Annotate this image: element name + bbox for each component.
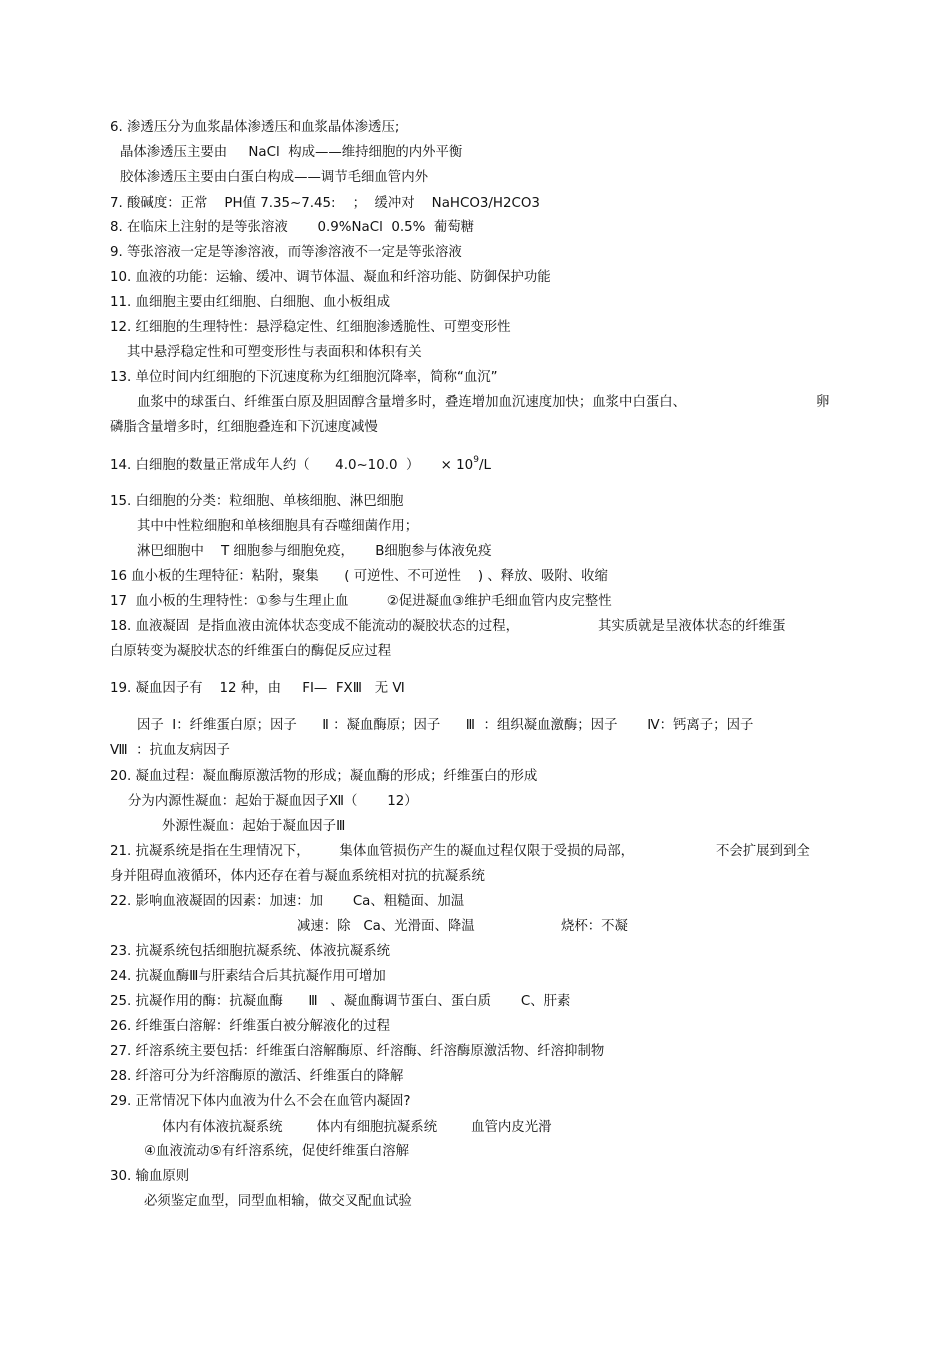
text-line: 身并阻碍血液循环，体内还存在着与凝血系统相对抗的抗凝系统 xyxy=(110,869,485,884)
text-line: 21. 抗凝系统是指在生理情况下， 集体血管损伤产生的凝血过程仅限于受损的局部， xyxy=(110,844,635,859)
text-line: 27. 纤溶系统主要包括：纤维蛋白溶解酶原、纤溶酶、纤溶酶原激活物、纤溶抑制物 xyxy=(110,1044,605,1059)
text-line: 其实质就是呈液体状态的纤维蛋 xyxy=(598,619,786,634)
text-line: 9. 等张溶液一定是等渗溶液，而等渗溶液不一定是等张溶液 xyxy=(110,245,462,260)
text-line: 7. 酸碱度：正常 PH值 7.35~7.45: ； 缓冲对 NaHCO3/H2CO3 xyxy=(110,196,540,211)
text-line: 22. 影响血液凝固的因素：加速：加 Ca、粗糙面、加温 xyxy=(110,894,465,909)
text-line: 必须鉴定血型，同型血相输，做交叉配血试验 xyxy=(144,1194,412,1209)
text-line: 晶体渗透压主要由 NaCl 构成——维持细胞的内外平衡 xyxy=(120,145,463,160)
text-line: 23. 抗凝系统包括细胞抗凝系统、体液抗凝系统 xyxy=(110,944,390,959)
text-line: 体内有体液抗凝系统 体内有细胞抗凝系统 血管内皮光滑 xyxy=(162,1120,552,1135)
text-line: 12. 红细胞的生理特性：悬浮稳定性、红细胞渗透脆性、可塑变形性 xyxy=(110,320,511,335)
text-line: 6. 渗透压分为血浆晶体渗透压和血浆晶体渗透压; xyxy=(110,120,400,135)
unit-text: /L xyxy=(478,458,491,473)
text-line: 19. 凝血因子有 12 种，由 FⅠ— FⅩⅢ 无 Ⅵ xyxy=(110,681,405,696)
text-line: 血浆中的球蛋白、纤维蛋白原及胆固醇含量增多时，叠连增加血沉速度加快；血浆中白蛋白、 xyxy=(137,395,687,410)
text-line: 15. 白细胞的分类：粒细胞、单核细胞、淋巴细胞 xyxy=(110,494,404,509)
text-line: 30. 输血原则 xyxy=(110,1169,190,1184)
text-line: 29. 正常情况下体内血液为什么不会在血管内凝固? xyxy=(110,1094,411,1109)
text-line: 11. 血细胞主要由红细胞、白细胞、血小板组成 xyxy=(110,295,390,310)
text-line: 其中中性粒细胞和单核细胞具有吞噬细菌作用； xyxy=(137,519,419,534)
text-line: Ⅷ ：抗血友病因子 xyxy=(110,743,230,758)
text-line: 淋巴细胞中 T 细胞参与细胞免疫， B细胞参与体液免疫 xyxy=(137,544,492,559)
text-line: 18. 血液凝固 是指血液由流体状态变成不能流动的凝胶状态的过程， xyxy=(110,619,520,634)
text-line: ④血液流动⑤有纤溶系统，促使纤维蛋白溶解 xyxy=(144,1144,410,1159)
text-line: 白原转变为凝胶状态的纤维蛋白的酶促反应过程 xyxy=(110,644,392,659)
text-line: 烧杯：不凝 xyxy=(561,919,628,934)
text-line xyxy=(110,457,491,475)
text-line: 28. 纤溶可分为纤溶酶原的激活、纤维蛋白的降解 xyxy=(110,1069,404,1084)
text-line: 胶体渗透压主要由白蛋白构成——调节毛细血管内外 xyxy=(120,170,428,185)
text-line: 16 血小板的生理特征：粘附，聚集 ( 可逆性、不可逆性 ) 、释放、吸附、收缩 xyxy=(110,569,608,584)
text-line: 25. 抗凝作用的酶：抗凝血酶 Ⅲ 、凝血酶调节蛋白、蛋白质 C、肝素 xyxy=(110,994,571,1009)
text-line: 其中悬浮稳定性和可塑变形性与表面积和体积有关 xyxy=(127,345,422,360)
text-line: 17 血小板的生理特性：①参与生理止血 ②促进凝血③维护毛细血管内皮完整性 xyxy=(110,594,612,609)
text-line: 24. 抗凝血酶Ⅲ与肝素结合后其抗凝作用可增加 xyxy=(110,969,386,984)
wbc-count-text: 14. 白细胞的数量正常成年人约（ 4.0~10.0 ） × 10 xyxy=(110,458,474,473)
text-line: 减速：除 Ca、光滑面、降温 xyxy=(297,919,475,934)
text-line: 外源性凝血：起始于凝血因子Ⅲ xyxy=(162,819,346,834)
text-line: 磷脂含量增多时，红细胞叠连和下沉速度减慢 xyxy=(110,420,378,435)
text-line: 20. 凝血过程：凝血酶原激活物的形成；凝血酶的形成；纤维蛋白的形成 xyxy=(110,769,538,784)
text-line: 8. 在临床上注射的是等张溶液 0.9%NaCl 0.5% 葡萄糖 xyxy=(110,220,475,235)
exponent: 9 xyxy=(473,455,479,465)
text-line: 13. 单位时间内红细胞的下沉速度称为红细胞沉降率，简称“血沉” xyxy=(110,370,498,385)
text-line: 因子 Ⅰ：纤维蛋白原；因子 Ⅱ ：凝血酶原；因子 Ⅲ ：组织凝血激酶；因子 Ⅳ：钙离子；因子 xyxy=(137,718,754,733)
text-line: 不会扩展到到全 xyxy=(716,844,810,859)
text-line: 26. 纤维蛋白溶解：纤维蛋白被分解液化的过程 xyxy=(110,1019,390,1034)
text-line: 分为内源性凝血：起始于凝血因子Ⅻ（ 12） xyxy=(128,794,418,809)
text-line: 卵 xyxy=(816,395,830,410)
text-line: 10. 血液的功能：运输、缓冲、调节体温、凝血和纤溶功能、防御保护功能 xyxy=(110,270,551,285)
